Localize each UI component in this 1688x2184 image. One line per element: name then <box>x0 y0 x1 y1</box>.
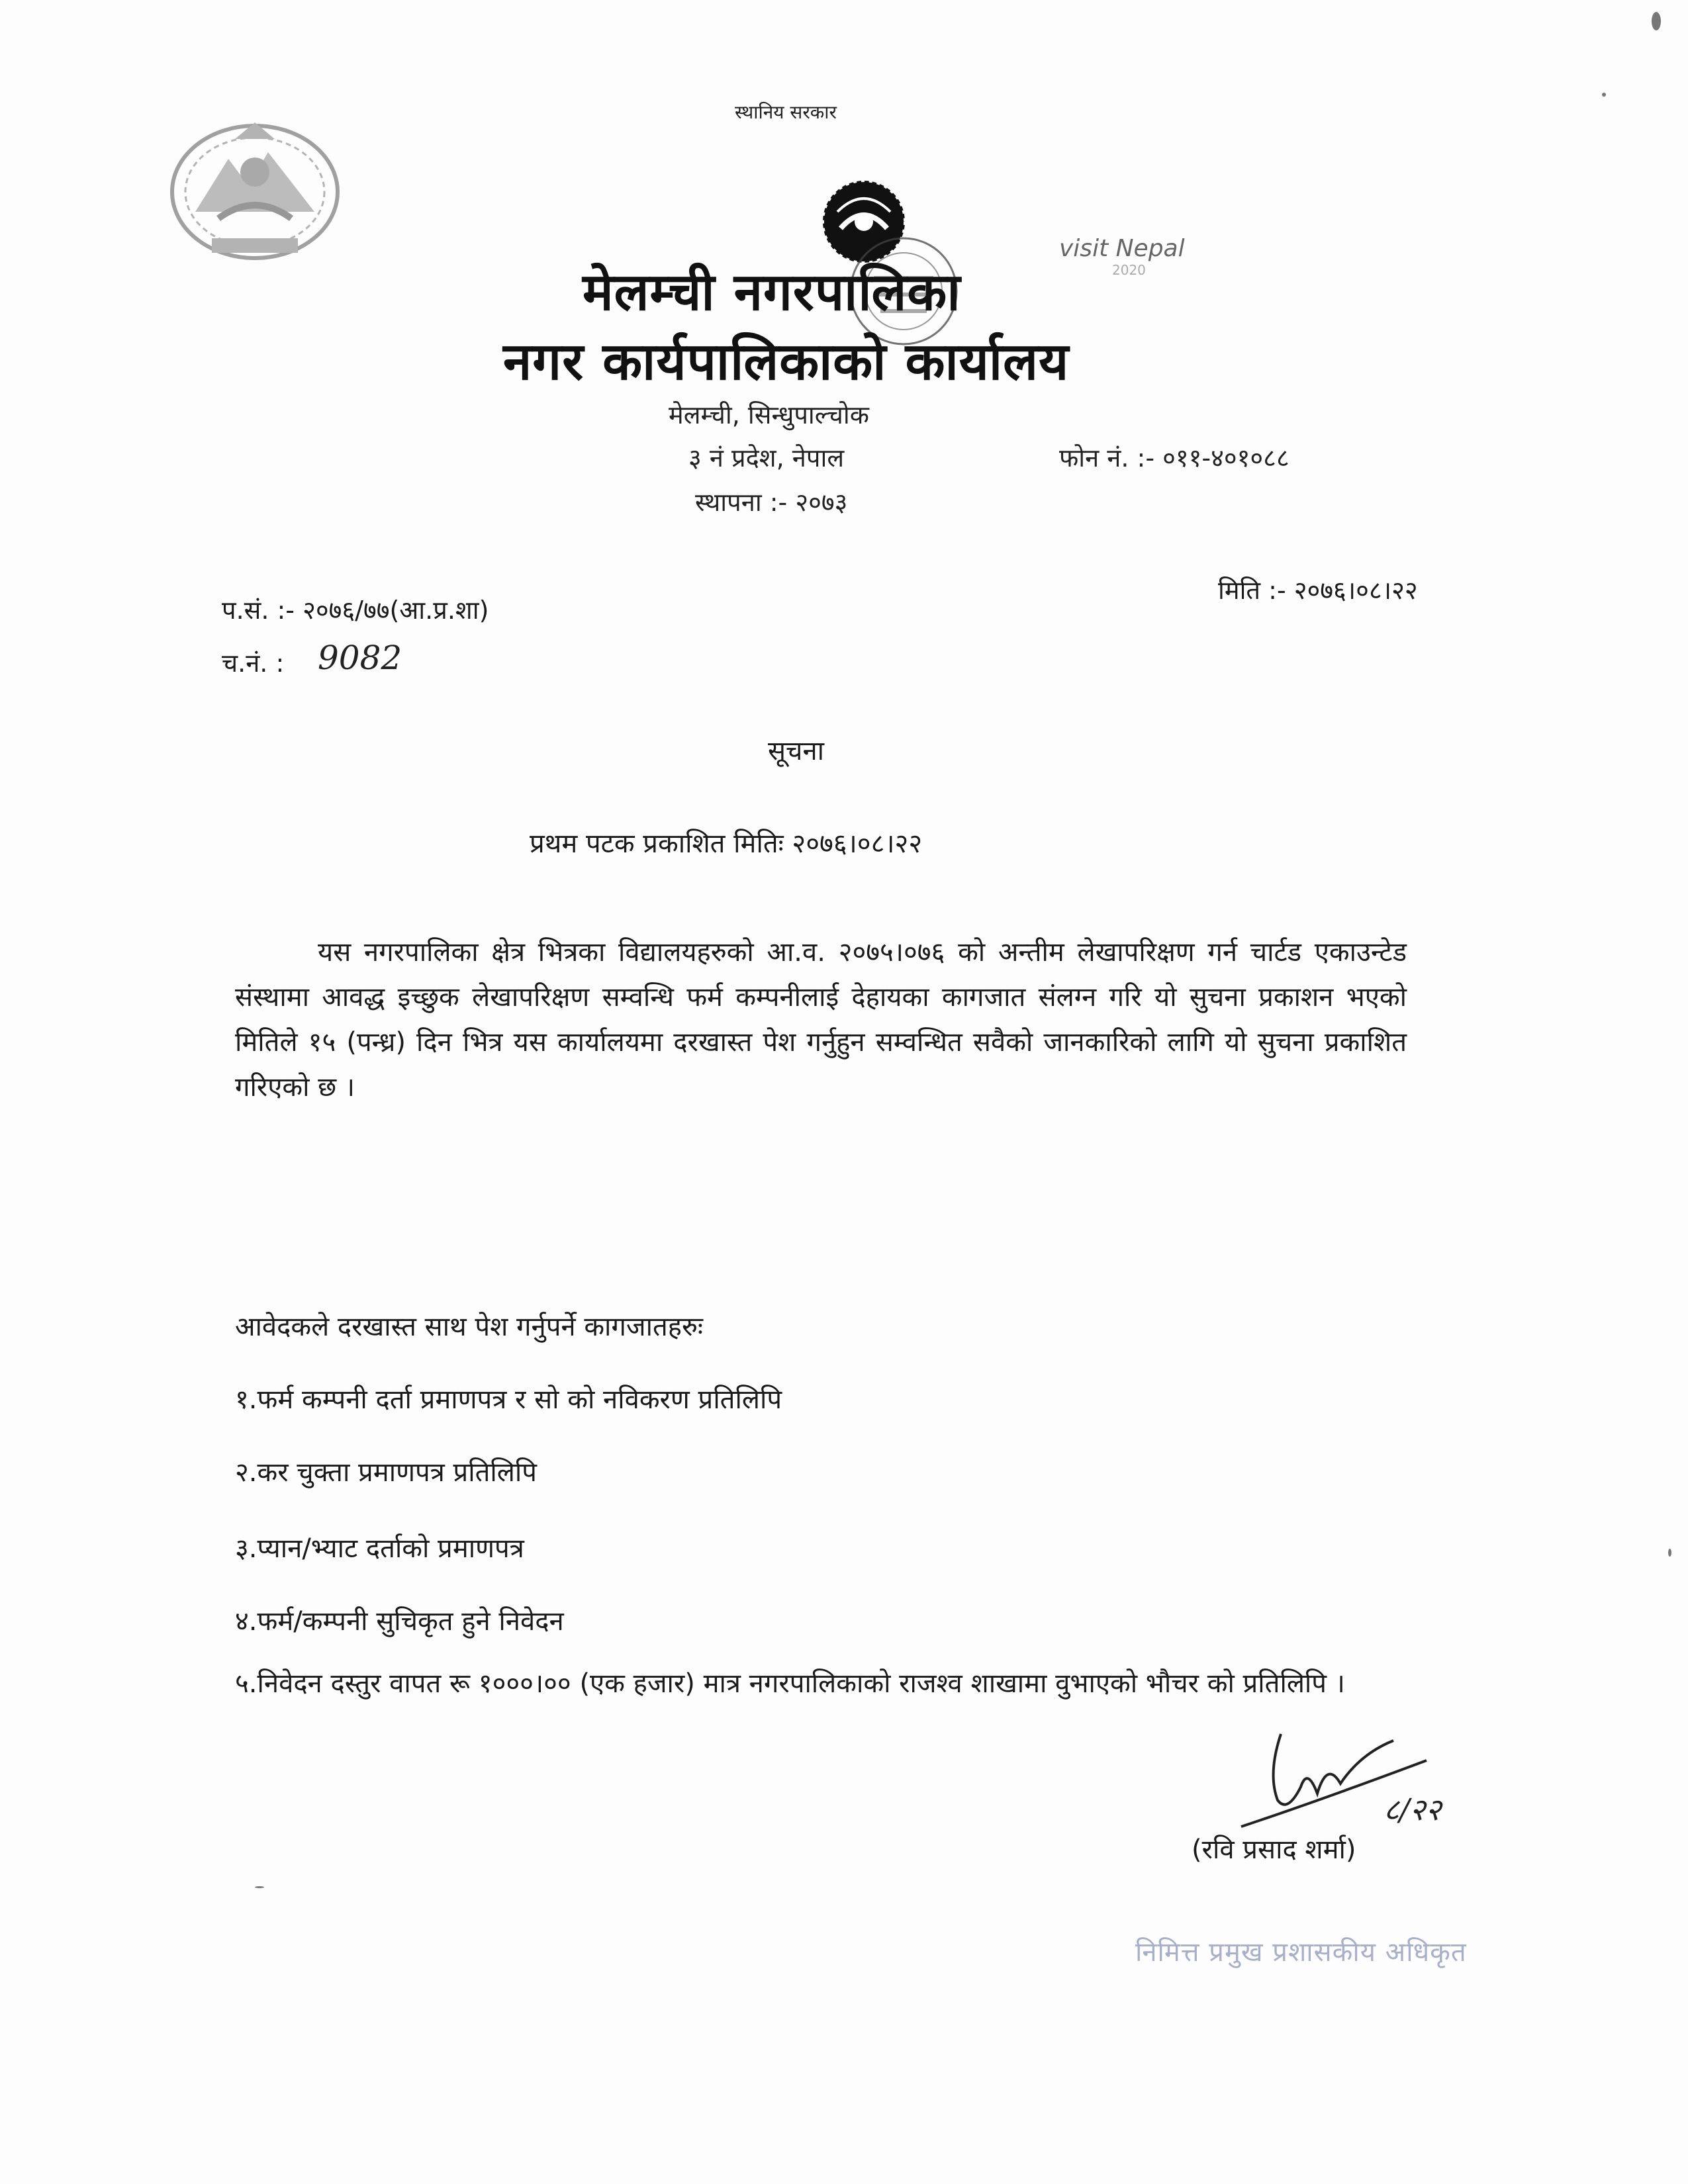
requirement-item: ३.प्यान/भ्याट दर्ताको प्रमाणपत्र <box>235 1533 524 1564</box>
letter-number: प.सं. :- २०७६/७७(आ.प्र.शा) <box>222 596 489 625</box>
notice-body: यस नगरपालिका क्षेत्र भित्रका विद्यालयहरुको आ.व. २०७५।०७६ को अन्तीम लेखापरिक्षण गर्न चार्टड एकाउन्टेड संस्थामा आवद्ध इच्छुक लेखापरिक्षण सम्वन्धि फर्म कम्पनीलाई देहायका कागजात संलग्न गरि यो सुचना प्रकाशन भएको मितिले १५ (पन्ध्र) दिन भित्र यस कार्यालयमा दरखास्त पेश गर्नुहुन सम्वन्धित सवैको जानकारिको लागि यो सुचना प्रकाशित गरिएको छ । <box>235 937 1407 1103</box>
address-line-2: ३ नं प्रदेश, नेपाल <box>688 443 845 473</box>
signature <box>1228 1721 1453 1846</box>
scan-speck <box>1668 1549 1671 1557</box>
requirement-item: १.फर्म कम्पनी दर्ता प्रमाणपत्र र सो को नविकरण प्रतिलिपि <box>235 1385 782 1415</box>
nepal-emblem-icon <box>156 113 354 265</box>
requirement-item: ५.निवेदन दस्तुर वापत रू १०००।०० (एक हजार) मात्र नगरपालिकाको राजश्व शाखामा वुभाएको भौचर को प्रतिलिपि । <box>235 1668 1345 1699</box>
dispatch-label: च.नं. : <box>222 649 285 678</box>
requirements-heading: आवेदकले दरखास्त साथ पेश गर्नुपर्ने कागजातहरुः <box>235 1312 704 1342</box>
government-label: स्थानिय सरकार <box>735 101 837 123</box>
scan-speck <box>1602 93 1606 97</box>
notice-title: सूचना <box>768 736 824 766</box>
signature-date: ८/२२ <box>1383 1792 1442 1827</box>
visit-nepal-year: 2020 <box>1112 262 1146 278</box>
published-date: प्रथम पटक प्रकाशित मितिः २०७६।०८।२२ <box>530 829 923 859</box>
scan-speck <box>1652 12 1661 30</box>
dispatch-number: 9082 <box>318 639 402 677</box>
visit-nepal-text: visit Nepal <box>1059 235 1185 262</box>
signer-name: (रवि प्रसाद शर्मा) <box>1192 1835 1356 1865</box>
requirement-item: २.कर चुक्ता प्रमाणपत्र प्रतिलिपि <box>235 1457 537 1488</box>
signer-designation-stamp: निमित्त प्रमुख प्रशासकीय अधिकृत <box>1135 1937 1467 1968</box>
requirement-item: ४.फर्म/कम्पनी सुचिकृत हुने निवेदन <box>235 1606 564 1637</box>
address-line-1: मेलम्ची, सिन्धुपाल्चोक <box>669 400 869 430</box>
phone-number: फोन नं. :- ०११-४०१०८८ <box>1059 443 1289 473</box>
visit-nepal-logo <box>1059 235 1185 278</box>
scan-speck <box>255 1886 264 1888</box>
office-name: नगर कार्यपालिकाको कार्यालय <box>503 332 1070 392</box>
established-year: स्थापना :- २०७३ <box>695 488 848 517</box>
municipality-name: मेलम्ची नगरपालिका <box>583 263 961 322</box>
letter-date: मिति :- २०७६।०८।२२ <box>1218 576 1418 605</box>
